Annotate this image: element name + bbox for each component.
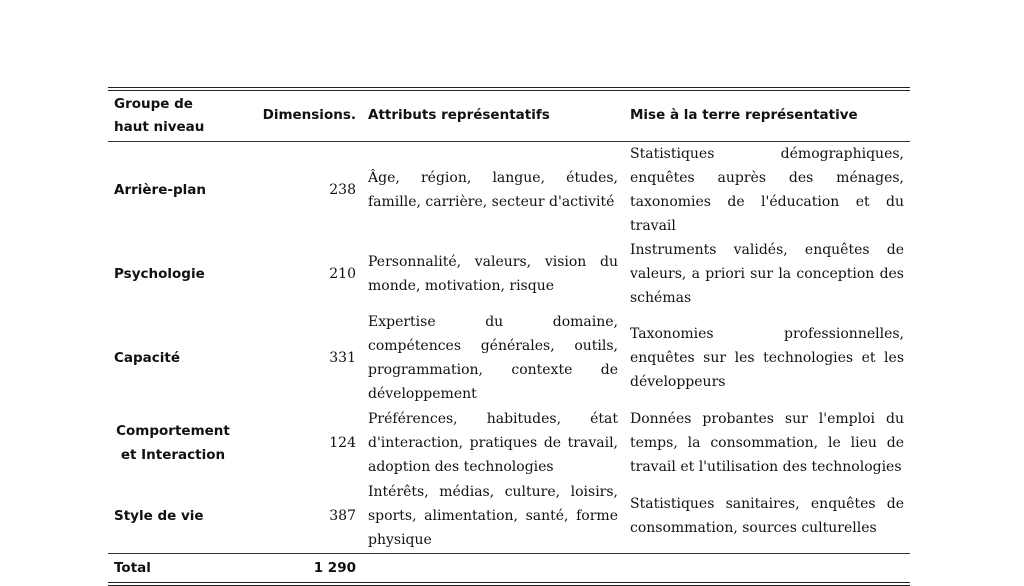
header-grounding: Mise à la terre représentative bbox=[630, 107, 858, 124]
row-grounding: Données probantes sur l'emploi du temps, la consommation, le lieu de travail et l'utilisation des technologies bbox=[630, 410, 904, 475]
header-row bbox=[108, 91, 910, 141]
row-attributes: Expertise du domaine, compétences générales, outils, programmation, contexte de développement bbox=[368, 313, 618, 402]
total-dimensions: 1 290 bbox=[313, 559, 356, 576]
table-header bbox=[108, 91, 910, 141]
row-group: Psychologie bbox=[114, 265, 205, 282]
table-body bbox=[108, 141, 910, 554]
row-grounding: Taxonomies professionnelles, enquêtes sur les technologies et les développeurs bbox=[630, 325, 904, 390]
row-grounding: Statistiques démographiques, enquêtes auprès des ménages, taxonomies de l'éducation et du travail bbox=[630, 145, 904, 234]
row-group: Comportement et Interaction bbox=[116, 422, 230, 463]
header-attributes: Attributs représentatifs bbox=[368, 107, 550, 124]
row-dimensions: 238 bbox=[329, 181, 356, 198]
attributes-table bbox=[108, 91, 910, 582]
row-grounding: Statistiques sanitaires, enquêtes de consommation, sources culturelles bbox=[630, 496, 904, 537]
row-attributes: Personnalité, valeurs, vision du monde, motivation, risque bbox=[368, 253, 618, 294]
total-row bbox=[108, 554, 910, 582]
header-dimensions: Dimensions. bbox=[262, 107, 356, 124]
table-row bbox=[108, 141, 910, 238]
attributes-table-container bbox=[108, 87, 910, 586]
row-dimensions: 124 bbox=[329, 434, 356, 451]
row-dimensions: 331 bbox=[329, 349, 356, 366]
row-attributes: Préférences, habitudes, état d'interaction, pratiques de travail, adoption des technologies bbox=[368, 410, 618, 475]
row-attributes: Intérêts, médias, culture, loisirs, sports, alimentation, santé, forme physique bbox=[368, 484, 618, 549]
row-group: Capacité bbox=[114, 349, 181, 366]
table-row bbox=[108, 310, 910, 406]
header-group: Groupe de haut niveau bbox=[114, 95, 205, 135]
total-label: Total bbox=[114, 559, 151, 576]
row-group: Arrière-plan bbox=[114, 181, 206, 198]
row-grounding: Instruments validés, enquêtes de valeurs, a priori sur la conception des schémas bbox=[630, 241, 904, 306]
row-group: Style de vie bbox=[114, 508, 204, 525]
row-dimensions: 387 bbox=[329, 508, 356, 525]
table-row bbox=[108, 238, 910, 310]
row-attributes: Âge, région, langue, études, famille, carrière, secteur d'activité bbox=[368, 169, 618, 210]
total-empty-attributes bbox=[362, 554, 624, 582]
table-row bbox=[108, 406, 910, 480]
total-empty-grounding bbox=[624, 554, 910, 582]
table-footer bbox=[108, 554, 910, 582]
table-row bbox=[108, 480, 910, 554]
bottom-double-rule bbox=[108, 582, 910, 586]
row-dimensions: 210 bbox=[329, 265, 356, 282]
